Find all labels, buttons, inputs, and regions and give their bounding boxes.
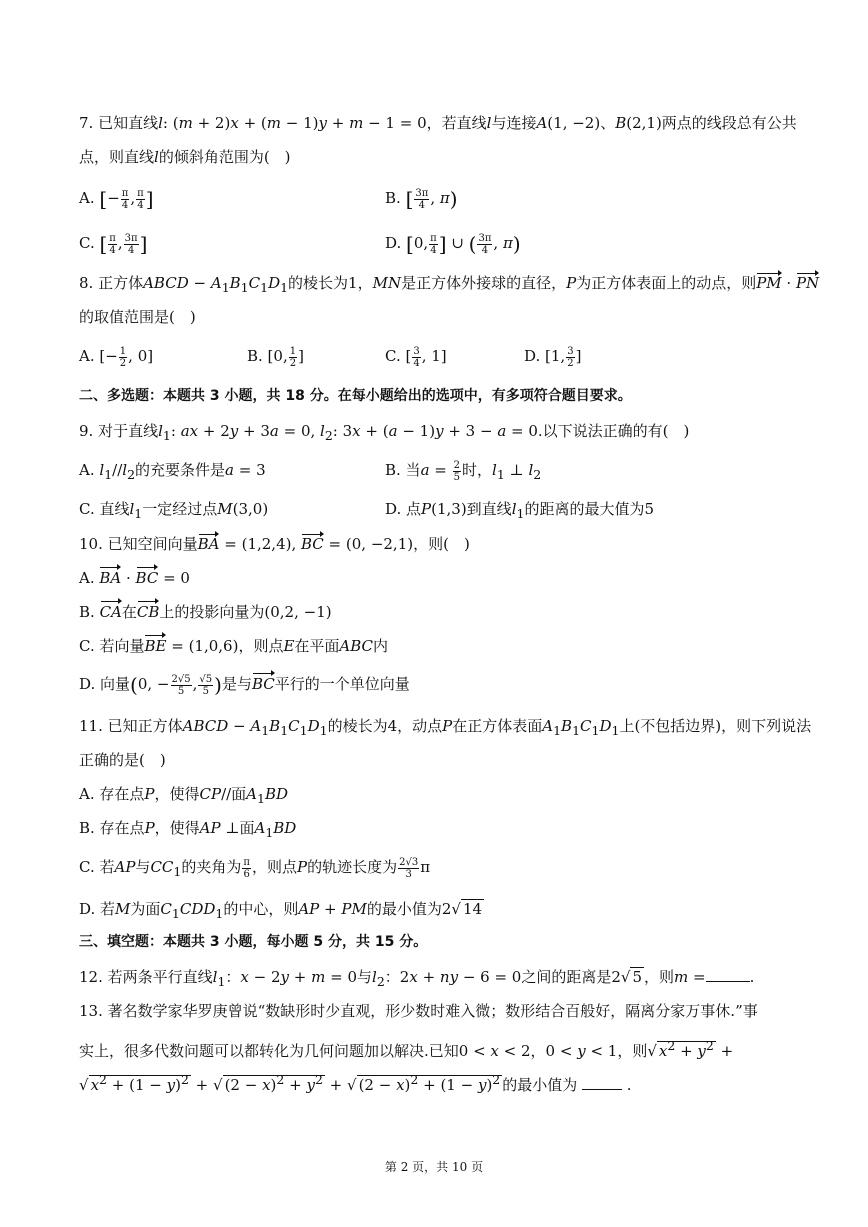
- q10-option-a: A. BA · BC = 0: [79, 566, 190, 590]
- q7-stem-line2: 点，则直线l的倾斜角范围为( ): [79, 148, 291, 166]
- q9-option-d: D. 点P(1,3)到直线$l_1$的距离的最大值为5: [385, 500, 654, 521]
- q11-option-c: C. 若AP与$CC_1$的夹角为 $\frac{\pi}{6}$ ，则点P的轨迹长度为 $\frac{2√3}{3}$ π: [79, 856, 431, 880]
- q9-stem: 9. 对于直线$l_1$: ax + 2y + 3a = 0, $l_2$: 3x + (a − 1)y + 3 − a = 0.以下说法正确的有( ): [79, 422, 690, 443]
- q9-option-a: A. $l_1//l_2$的充要条件是a = 3: [79, 461, 266, 482]
- q9-option-b: B. 当a = $\frac{2}{5}$ 时，$l_1$ ⊥ $l_2$: [385, 459, 542, 483]
- q7-option-b: B. [ $\frac{3\pi}{4}$ , π): [385, 187, 458, 211]
- q10-option-b: B. CA在CB上的投影向量为(0,2, −1): [79, 600, 332, 624]
- q13-line3: √ $x^2 + (1 - y)^2$ + √ $(2 - x)^2 + y^2$ + √ $(2 - x)^2 + (1 - y)^2$ 的最小值为 .: [79, 1072, 632, 1094]
- q9-option-c: C. 直线$l_1$一定经过点M(3,0): [79, 500, 269, 521]
- q11-stem-line2: 正确的是( ): [79, 751, 166, 769]
- q8-option-a: A. [− $\frac{1}{2}$ , 0]: [79, 345, 154, 369]
- q13-line2: 实上，很多代数问题可以都转化为几何问题加以解决.已知0 < x < 2，0 < y < 1，则√ $x^2 + y^2$ +: [79, 1038, 734, 1060]
- q7-option-a: A. [− $\frac{\pi}{4}$ , $\frac{\pi}{4}$ ]: [79, 187, 154, 211]
- q8-option-d: D. [1, $\frac{3}{2}$ ]: [524, 345, 582, 369]
- q10-stem: 10. 已知空间向量BA = (1,2,4), BC = (0, −2,1)，则( ): [79, 535, 470, 553]
- q13-line1: 13. 著名数学家华罗庚曾说“数缺形时少直观，形少数时难入微；数形结合百般好，隔离分家万事休.”事: [79, 1002, 758, 1020]
- q10-option-c: C. 若向量BE = (1,0,6)，则点E在平面ABC内: [79, 634, 388, 658]
- q10-option-d: D. 向量(0, − $\frac{2√5}{5}$ , $\frac{√5}{5}$ )是与BC平行的一个单位向量: [79, 673, 410, 697]
- q7-stem-line1: 7. 已知直线l: (m + 2)x + (m − 1)y + m − 1 = 0，若直线l与连接A(1, −2)、B(2,1)两点的线段总有公共: [79, 114, 797, 132]
- q11-stem-line1: 11. 已知正方体ABCD − $A_1B_1C_1D_1$的棱长为4，动点P在正方体表面$A_1B_1C_1D_1$上(不包括边界)，则下列说法: [79, 717, 812, 738]
- q7-option-d: D. [0, $\frac{\pi}{4}$ ] ∪ ( $\frac{3\pi}{4}$ , π): [385, 232, 521, 256]
- q8-stem-line2: 的取值范围是( ): [79, 308, 196, 326]
- page-footer: 第 2 页，共 10 页: [384, 1160, 484, 1174]
- q11-option-b: B. 存在点P，使得AP ⊥面$A_1BD$: [79, 819, 297, 840]
- q8-option-b: B. [0, $\frac{1}{2}$ ]: [247, 345, 304, 369]
- section-heading-multiple-choice: 二、多选题：本题共 3 小题，共 18 分。在每小题给出的选项中，有多项符合题目要求。: [79, 388, 632, 404]
- q8-stem-line1: 8. 正方体ABCD − $A_1B_1C_1D_1$的棱长为1，MN是正方体外接球的直径，P为正方体表面上的动点，则PM · PN: [79, 274, 820, 295]
- q8-option-c: C. [ $\frac{3}{4}$ , 1]: [385, 345, 447, 369]
- q12-stem: 12. 若两条平行直线$l_1$：x − 2y + m = 0与$l_2$：2x + ny − 6 = 0之间的距离是2√ 5 ，则m = .: [79, 968, 755, 989]
- section-heading-fill-in: 三、填空题：本题共 3 小题，每小题 5 分，共 15 分。: [79, 934, 428, 950]
- q11-option-d: D. 若M为面$C_1CDD_1$的中心，则AP + PM的最小值为2√ 14: [79, 900, 483, 921]
- q11-option-a: A. 存在点P，使得CP//面$A_1BD$: [79, 785, 289, 806]
- q7-option-c: C. [ $\frac{\pi}{4}$ , $\frac{3\pi}{4}$ ]: [79, 232, 148, 256]
